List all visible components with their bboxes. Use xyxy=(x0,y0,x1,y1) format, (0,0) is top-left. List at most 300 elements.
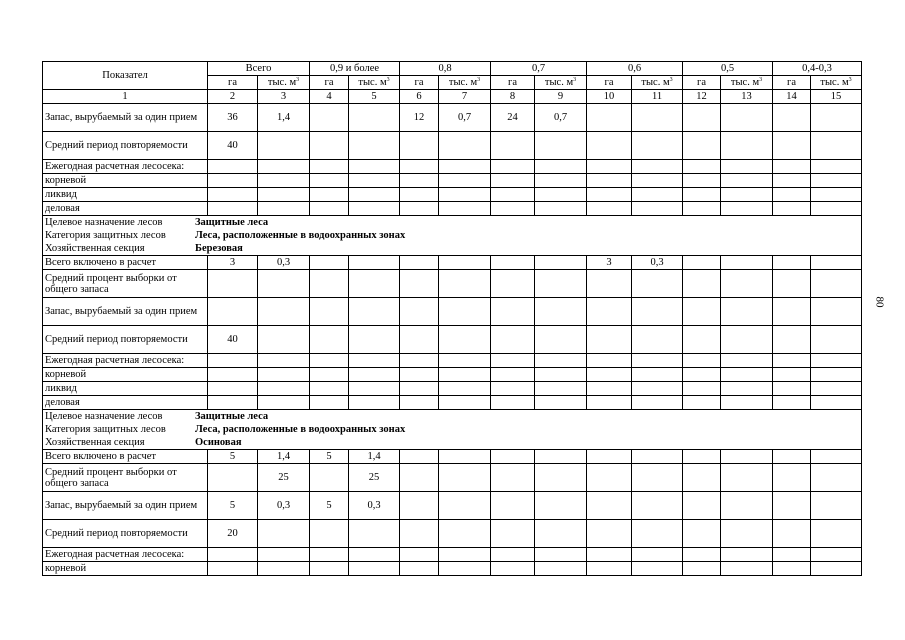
table-cell xyxy=(491,160,535,174)
row-label: Ежегодная расчетная лесосека: xyxy=(43,354,208,368)
table-cell xyxy=(258,368,310,382)
table-row xyxy=(43,520,862,548)
table-row xyxy=(43,548,862,562)
table-cell xyxy=(535,464,587,492)
table-cell: 20 xyxy=(208,520,258,548)
column-number: 12 xyxy=(683,90,721,104)
table-cell xyxy=(491,188,535,202)
table-cell xyxy=(349,104,400,132)
table-cell xyxy=(258,396,310,410)
table-row xyxy=(43,104,862,132)
table-cell xyxy=(208,174,258,188)
info-value: Березовая xyxy=(195,243,243,254)
table-cell xyxy=(683,188,721,202)
header-unit-sup: 3 xyxy=(477,77,481,83)
table-cell xyxy=(349,396,400,410)
column-number: 4 xyxy=(310,90,349,104)
forest-table xyxy=(42,61,862,576)
header-group: 0,8 xyxy=(400,62,491,76)
table-cell xyxy=(683,464,721,492)
table-cell xyxy=(400,382,439,396)
header-unit-volume: тыс. $м^3$ xyxy=(258,76,310,90)
table-cell xyxy=(258,174,310,188)
table-cell xyxy=(400,368,439,382)
header-unit-volume: тыс. $м^3$ xyxy=(811,76,862,90)
table-cell xyxy=(587,450,632,464)
table-cell xyxy=(683,396,721,410)
table-cell xyxy=(208,354,258,368)
table-cell xyxy=(811,382,862,396)
table-cell: 36 xyxy=(208,104,258,132)
table-cell xyxy=(632,188,683,202)
table-cell xyxy=(349,382,400,396)
row-label: Средний процент выборки от общего запаса xyxy=(43,270,208,298)
table-cell xyxy=(349,548,400,562)
table-cell xyxy=(208,464,258,492)
table-cell xyxy=(208,202,258,216)
table-cell xyxy=(811,562,862,576)
info-cell xyxy=(43,229,862,242)
column-number: 7 xyxy=(439,90,491,104)
table-cell xyxy=(811,396,862,410)
table-cell xyxy=(721,104,773,132)
table-cell xyxy=(683,326,721,354)
column-number: 13 xyxy=(721,90,773,104)
table-cell xyxy=(773,354,811,368)
table-cell xyxy=(310,520,349,548)
table-cell xyxy=(349,326,400,354)
table-cell xyxy=(258,354,310,368)
table-cell xyxy=(535,174,587,188)
info-cell xyxy=(43,410,862,424)
table-cell xyxy=(258,188,310,202)
table-cell xyxy=(208,160,258,174)
table-cell: 25 xyxy=(258,464,310,492)
header-unit-ha: га xyxy=(400,76,439,90)
table-row xyxy=(43,202,862,216)
row-label: Средний период повторяемости xyxy=(43,520,208,548)
table-cell xyxy=(349,354,400,368)
table-cell xyxy=(811,450,862,464)
table-cell xyxy=(208,298,258,326)
table-cell xyxy=(811,368,862,382)
header-group: 0,4-0,3 xyxy=(773,62,862,76)
table-cell xyxy=(773,492,811,520)
table-cell xyxy=(811,492,862,520)
header-group: 0,7 xyxy=(491,62,587,76)
table-cell xyxy=(349,160,400,174)
table-cell xyxy=(349,174,400,188)
table-cell xyxy=(721,562,773,576)
table-cell xyxy=(683,368,721,382)
table-row xyxy=(43,450,862,464)
table-cell xyxy=(587,464,632,492)
table-cell xyxy=(773,464,811,492)
table-cell xyxy=(400,548,439,562)
table-row xyxy=(43,270,862,298)
table-cell xyxy=(811,188,862,202)
header-unit-ha: га xyxy=(491,76,535,90)
column-number: 1 xyxy=(43,90,208,104)
table-cell xyxy=(310,270,349,298)
table-cell xyxy=(721,270,773,298)
table-cell xyxy=(491,256,535,270)
table-cell xyxy=(258,132,310,160)
table-cell xyxy=(683,104,721,132)
table-cell xyxy=(632,396,683,410)
info-row xyxy=(43,410,862,424)
table-row xyxy=(43,492,862,520)
table-cell xyxy=(491,520,535,548)
column-number: 14 xyxy=(773,90,811,104)
table-cell xyxy=(773,520,811,548)
table-cell xyxy=(400,450,439,464)
table-cell xyxy=(773,298,811,326)
table-row xyxy=(43,464,862,492)
table-cell xyxy=(535,548,587,562)
table-cell xyxy=(773,202,811,216)
table-cell xyxy=(632,464,683,492)
header-unit-volume: тыс. $м^3$ xyxy=(439,76,491,90)
header-group: 0,9 и более xyxy=(310,62,400,76)
table-cell xyxy=(773,326,811,354)
table-cell xyxy=(683,492,721,520)
table-cell xyxy=(535,562,587,576)
table-cell xyxy=(773,160,811,174)
row-label: Всего включено в расчет xyxy=(43,450,208,464)
table-cell xyxy=(587,270,632,298)
header-unit-sup: 3 xyxy=(848,77,852,83)
table-cell xyxy=(310,298,349,326)
table-cell: 3 xyxy=(208,256,258,270)
header-unit-sup: 3 xyxy=(759,77,763,83)
table-cell xyxy=(439,368,491,382)
table-cell xyxy=(535,188,587,202)
table-cell xyxy=(310,174,349,188)
table-cell xyxy=(811,256,862,270)
table-cell xyxy=(439,202,491,216)
table-body xyxy=(43,62,862,576)
table-cell xyxy=(632,382,683,396)
table-row xyxy=(43,326,862,354)
table-cell xyxy=(811,298,862,326)
table-cell xyxy=(721,382,773,396)
table-cell xyxy=(811,174,862,188)
table-cell xyxy=(258,548,310,562)
table-cell: 0,3 xyxy=(349,492,400,520)
table-cell xyxy=(683,132,721,160)
table-cell xyxy=(258,520,310,548)
info-label: Целевое назначение лесов xyxy=(45,411,163,422)
table-cell xyxy=(721,396,773,410)
table-cell xyxy=(632,326,683,354)
table-cell: 24 xyxy=(491,104,535,132)
table-cell xyxy=(439,298,491,326)
table-cell xyxy=(400,492,439,520)
table-cell xyxy=(773,256,811,270)
table-cell xyxy=(683,298,721,326)
table-cell xyxy=(632,354,683,368)
table-cell xyxy=(683,174,721,188)
table-cell xyxy=(310,368,349,382)
table-cell xyxy=(439,382,491,396)
table-cell xyxy=(258,326,310,354)
table-cell xyxy=(721,298,773,326)
table-cell xyxy=(535,368,587,382)
column-number: 2 xyxy=(208,90,258,104)
table-cell xyxy=(773,382,811,396)
table-cell xyxy=(491,368,535,382)
table-cell xyxy=(811,270,862,298)
table-cell xyxy=(632,174,683,188)
table-cell xyxy=(310,396,349,410)
table-cell xyxy=(683,354,721,368)
table-cell: 3 xyxy=(587,256,632,270)
table-cell xyxy=(587,104,632,132)
table-cell: 5 xyxy=(310,492,349,520)
table-cell xyxy=(258,298,310,326)
info-value: Леса, расположенные в водоохранных зонах xyxy=(195,230,406,241)
header-unit-ha: га xyxy=(208,76,258,90)
info-label: Категория защитных лесов xyxy=(45,230,166,241)
table-cell xyxy=(491,396,535,410)
table-cell xyxy=(721,520,773,548)
row-label: корневой xyxy=(43,562,208,576)
info-cell xyxy=(43,423,862,436)
table-cell xyxy=(811,520,862,548)
table-row xyxy=(43,174,862,188)
table-cell xyxy=(258,202,310,216)
table-cell xyxy=(721,326,773,354)
table-row xyxy=(43,562,862,576)
table-cell xyxy=(721,188,773,202)
header-indicator: Показател xyxy=(43,62,208,90)
table-cell xyxy=(208,368,258,382)
row-label: корневой xyxy=(43,368,208,382)
table-cell: 1,4 xyxy=(349,450,400,464)
table-cell xyxy=(683,548,721,562)
info-cell xyxy=(43,436,862,450)
table-cell xyxy=(632,450,683,464)
table-cell xyxy=(683,520,721,548)
table-cell xyxy=(535,160,587,174)
table-cell xyxy=(400,188,439,202)
table-cell xyxy=(811,202,862,216)
table-row xyxy=(43,188,862,202)
table-cell xyxy=(535,450,587,464)
info-row xyxy=(43,216,862,230)
column-number: 15 xyxy=(811,90,862,104)
table-cell xyxy=(721,256,773,270)
header-unit-sup: 3 xyxy=(386,77,390,83)
table-cell xyxy=(208,188,258,202)
table-cell xyxy=(400,326,439,354)
table-cell xyxy=(811,548,862,562)
table-row xyxy=(43,298,862,326)
table-cell xyxy=(721,174,773,188)
header-unit-ha: га xyxy=(587,76,632,90)
table-cell xyxy=(811,132,862,160)
table-row xyxy=(43,368,862,382)
table-cell xyxy=(587,174,632,188)
table-cell xyxy=(258,562,310,576)
table-cell xyxy=(439,396,491,410)
header-group: Всего xyxy=(208,62,310,76)
table-cell xyxy=(632,160,683,174)
table-cell xyxy=(310,188,349,202)
table-cell xyxy=(535,492,587,520)
table-cell xyxy=(683,270,721,298)
table-cell xyxy=(310,464,349,492)
row-label: Средний период повторяемости xyxy=(43,132,208,160)
table-cell xyxy=(535,256,587,270)
header-unit-volume: тыс. $м^3$ xyxy=(535,76,587,90)
table-cell xyxy=(349,368,400,382)
table-cell xyxy=(491,174,535,188)
info-label: Хозяйственная секция xyxy=(45,437,145,448)
table-cell xyxy=(310,354,349,368)
table-cell xyxy=(310,256,349,270)
column-number: 3 xyxy=(258,90,310,104)
header-unit-volume: тыс. $м^3$ xyxy=(349,76,400,90)
row-label: корневой xyxy=(43,174,208,188)
table-cell xyxy=(773,450,811,464)
info-row xyxy=(43,242,862,256)
row-label: Запас, вырубаемый за один прием xyxy=(43,492,208,520)
table-cell xyxy=(310,548,349,562)
header-unit-sup: 3 xyxy=(296,77,300,83)
table-cell xyxy=(535,132,587,160)
table-cell xyxy=(491,382,535,396)
info-row xyxy=(43,423,862,436)
info-cell xyxy=(43,242,862,256)
table-cell xyxy=(310,104,349,132)
column-number: 10 xyxy=(587,90,632,104)
table-cell xyxy=(535,354,587,368)
table-cell xyxy=(439,464,491,492)
table-cell xyxy=(535,326,587,354)
row-label: Средний процент выборки от общего запаса xyxy=(43,464,208,492)
info-value: Осиновая xyxy=(195,437,242,448)
table-cell xyxy=(683,382,721,396)
table-cell xyxy=(587,368,632,382)
table-row xyxy=(43,132,862,160)
row-label: Ежегодная расчетная лесосека: xyxy=(43,548,208,562)
table-cell: 1,4 xyxy=(258,104,310,132)
table-cell xyxy=(587,354,632,368)
table-cell xyxy=(773,132,811,160)
info-label: Категория защитных лесов xyxy=(45,424,166,435)
header-unit-volume: тыс. $м^3$ xyxy=(632,76,683,90)
table-cell xyxy=(683,160,721,174)
table-cell xyxy=(587,188,632,202)
table-cell xyxy=(349,270,400,298)
info-value: Защитные леса xyxy=(195,411,269,422)
table-cell xyxy=(632,202,683,216)
table-cell xyxy=(439,492,491,520)
table-cell xyxy=(632,298,683,326)
table-cell xyxy=(773,396,811,410)
header-group: 0,5 xyxy=(683,62,773,76)
table-cell xyxy=(721,450,773,464)
table-cell xyxy=(721,548,773,562)
table-cell xyxy=(632,520,683,548)
table-cell xyxy=(683,202,721,216)
table-cell xyxy=(632,270,683,298)
table-cell xyxy=(491,464,535,492)
table-cell: 0,3 xyxy=(258,256,310,270)
info-label: Целевое назначение лесов xyxy=(45,217,163,228)
table-cell xyxy=(208,270,258,298)
row-label: Ежегодная расчетная лесосека: xyxy=(43,160,208,174)
table-cell xyxy=(439,450,491,464)
table-cell xyxy=(535,520,587,548)
table-cell: 40 xyxy=(208,326,258,354)
table-cell xyxy=(258,270,310,298)
row-label: ликвид xyxy=(43,382,208,396)
table-cell xyxy=(310,202,349,216)
table-cell xyxy=(400,520,439,548)
table-cell xyxy=(208,562,258,576)
table-cell xyxy=(439,256,491,270)
table-cell xyxy=(439,174,491,188)
table-cell xyxy=(587,562,632,576)
table-cell xyxy=(721,368,773,382)
table-cell: 25 xyxy=(349,464,400,492)
table-cell xyxy=(400,298,439,326)
table-cell xyxy=(439,548,491,562)
table-cell xyxy=(349,298,400,326)
table-cell xyxy=(439,562,491,576)
table-cell xyxy=(721,464,773,492)
table-cell xyxy=(491,202,535,216)
table-cell xyxy=(208,548,258,562)
table-cell xyxy=(811,160,862,174)
table-row xyxy=(43,160,862,174)
row-label: Всего включено в расчет xyxy=(43,256,208,270)
table-cell xyxy=(310,326,349,354)
table-cell xyxy=(310,562,349,576)
table-cell: 5 xyxy=(208,492,258,520)
table-cell xyxy=(491,354,535,368)
table-cell xyxy=(811,354,862,368)
table-cell xyxy=(258,382,310,396)
table-cell xyxy=(632,368,683,382)
info-cell xyxy=(43,216,862,230)
table-row xyxy=(43,256,862,270)
table-cell: 0,3 xyxy=(632,256,683,270)
table-cell xyxy=(310,160,349,174)
table-cell xyxy=(491,326,535,354)
table-row xyxy=(43,382,862,396)
table-cell xyxy=(310,132,349,160)
table-cell xyxy=(491,548,535,562)
table-cell xyxy=(400,174,439,188)
info-value: Защитные леса xyxy=(195,217,269,228)
table-cell xyxy=(400,160,439,174)
table-cell: 0,7 xyxy=(535,104,587,132)
table-cell xyxy=(683,562,721,576)
info-row xyxy=(43,436,862,450)
table-cell xyxy=(773,368,811,382)
header-row-numbers xyxy=(43,90,862,104)
table-cell: 40 xyxy=(208,132,258,160)
column-number: 5 xyxy=(349,90,400,104)
table-cell xyxy=(587,298,632,326)
table-cell xyxy=(535,202,587,216)
row-label: деловая xyxy=(43,396,208,410)
table-cell xyxy=(491,132,535,160)
